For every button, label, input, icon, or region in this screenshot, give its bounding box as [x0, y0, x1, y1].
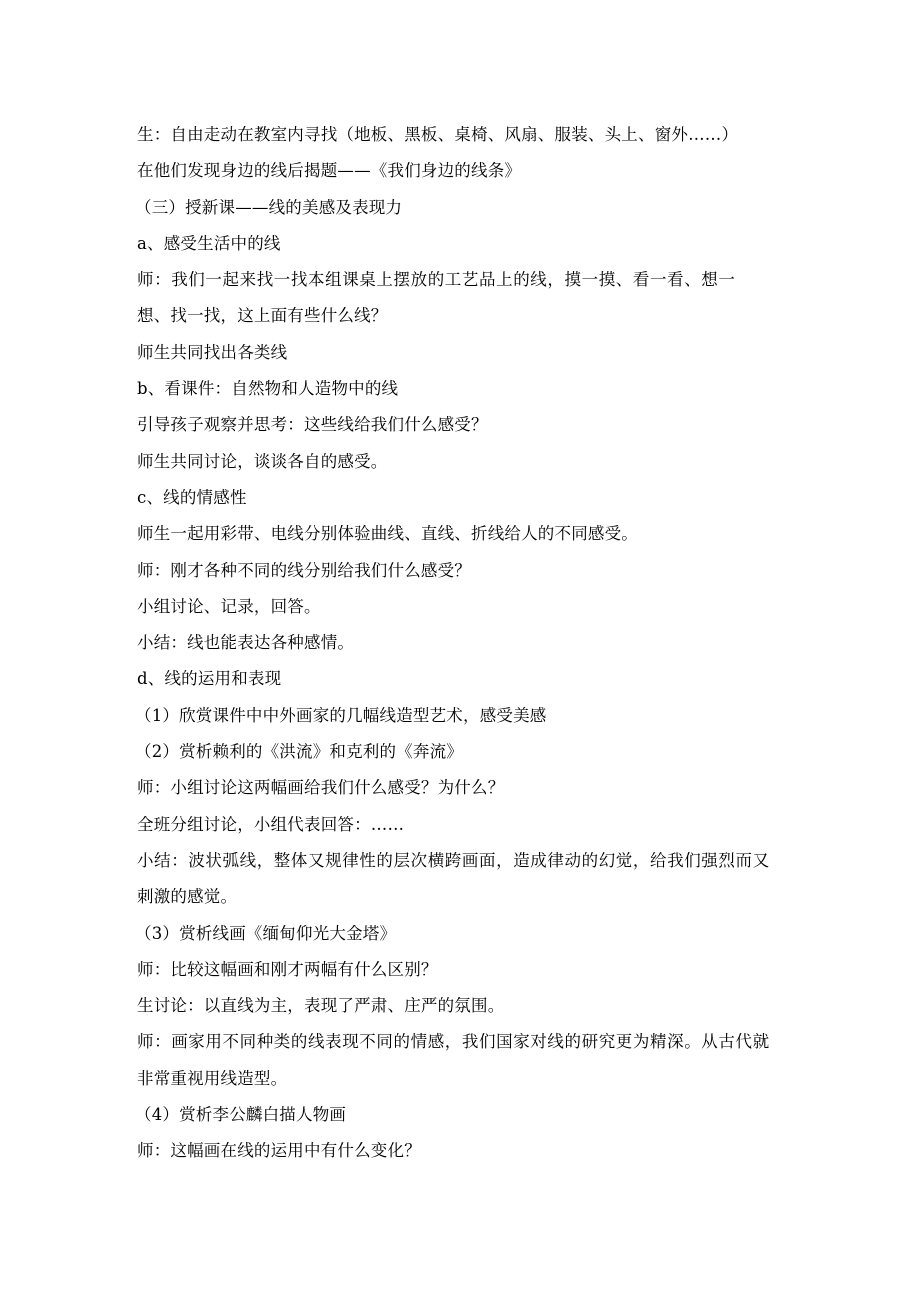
- text-line-ribbon-experience: 师生一起用彩带、电线分别体验曲线、直线、折线给人的不同感受。: [137, 524, 638, 544]
- document-body: [137, 117, 787, 1170]
- subheading-b: b、看课件：自然物和人造物中的线: [137, 379, 399, 399]
- item-3-analyze: （3）赏析线画《缅甸仰光大金塔》: [135, 923, 397, 943]
- text-line-summary-wave-2: 刺激的感觉。: [137, 887, 238, 907]
- text-line-teacher-question: 师：刚才各种不同的线分别给我们什么感受？: [137, 560, 471, 580]
- text-line-guide-observe: 引导孩子观察并思考：这些线给我们什么感受？: [137, 415, 488, 435]
- item-2-analyze: （2）赏析赖利的《洪流》和克利的《奔流》: [135, 742, 463, 762]
- subheading-a: a、感受生活中的线: [137, 233, 281, 253]
- text-line-summary-wave-1: 小结：波状弧线，整体又规律性的层次横跨画面，造成律动的幻觉，给我们强烈而又: [137, 850, 770, 870]
- text-line-class-discuss: 全班分组讨论，小组代表回答：……: [137, 814, 405, 834]
- text-line-student-discuss: 生讨论：以直线为主，表现了严肃、庄严的氛围。: [137, 996, 505, 1016]
- subheading-c: c、线的情感性: [137, 487, 247, 507]
- text-line-summary-emotion: 小结：线也能表达各种感情。: [137, 633, 355, 653]
- text-line-painter-emotion-2: 非常重视用线造型。: [137, 1068, 288, 1088]
- text-line-group-discuss: 师：小组讨论这两幅画给我们什么感受？为什么？: [137, 778, 505, 798]
- section-heading-new-lesson: （三）授新课——线的美感及表现力: [135, 197, 403, 217]
- text-line-painter-emotion-1: 师：画家用不同种类的线表现不同的情感，我们国家对线的研究更为精深。从古代就: [137, 1032, 770, 1052]
- text-line-discuss-feelings: 师生共同讨论，谈谈各自的感受。: [137, 451, 388, 471]
- item-1-appreciate: （1）欣赏课件中中外画家的几幅线造型艺术，感受美感: [135, 705, 547, 725]
- text-line-group-record: 小组讨论、记录，回答。: [137, 596, 321, 616]
- text-line-student-search: 生：自由走动在教室内寻找（地板、黑板、桌椅、风扇、服装、头上、窗外……）: [137, 125, 739, 144]
- item-4-analyze: （4）赏析李公麟白描人物画: [135, 1105, 347, 1125]
- text-line-compare: 师：比较这幅画和刚才两幅有什么区别？: [137, 959, 438, 979]
- text-line-teacher-find-1: 师：我们一起来找一找本组课桌上摆放的工艺品上的线，摸一摸、看一看、想一: [137, 270, 736, 290]
- text-line-teacher-find-2: 想、找一找，这上面有些什么线？: [137, 306, 388, 326]
- text-line-reveal-title: 在他们发现身边的线后揭题——《我们身边的线条》: [137, 161, 522, 181]
- text-line-change-question: 师：这幅画在线的运用中有什么变化？: [137, 1141, 421, 1161]
- text-line-find-lines: 师生共同找出各类线: [137, 342, 288, 362]
- subheading-d: d、线的运用和表现: [137, 669, 282, 689]
